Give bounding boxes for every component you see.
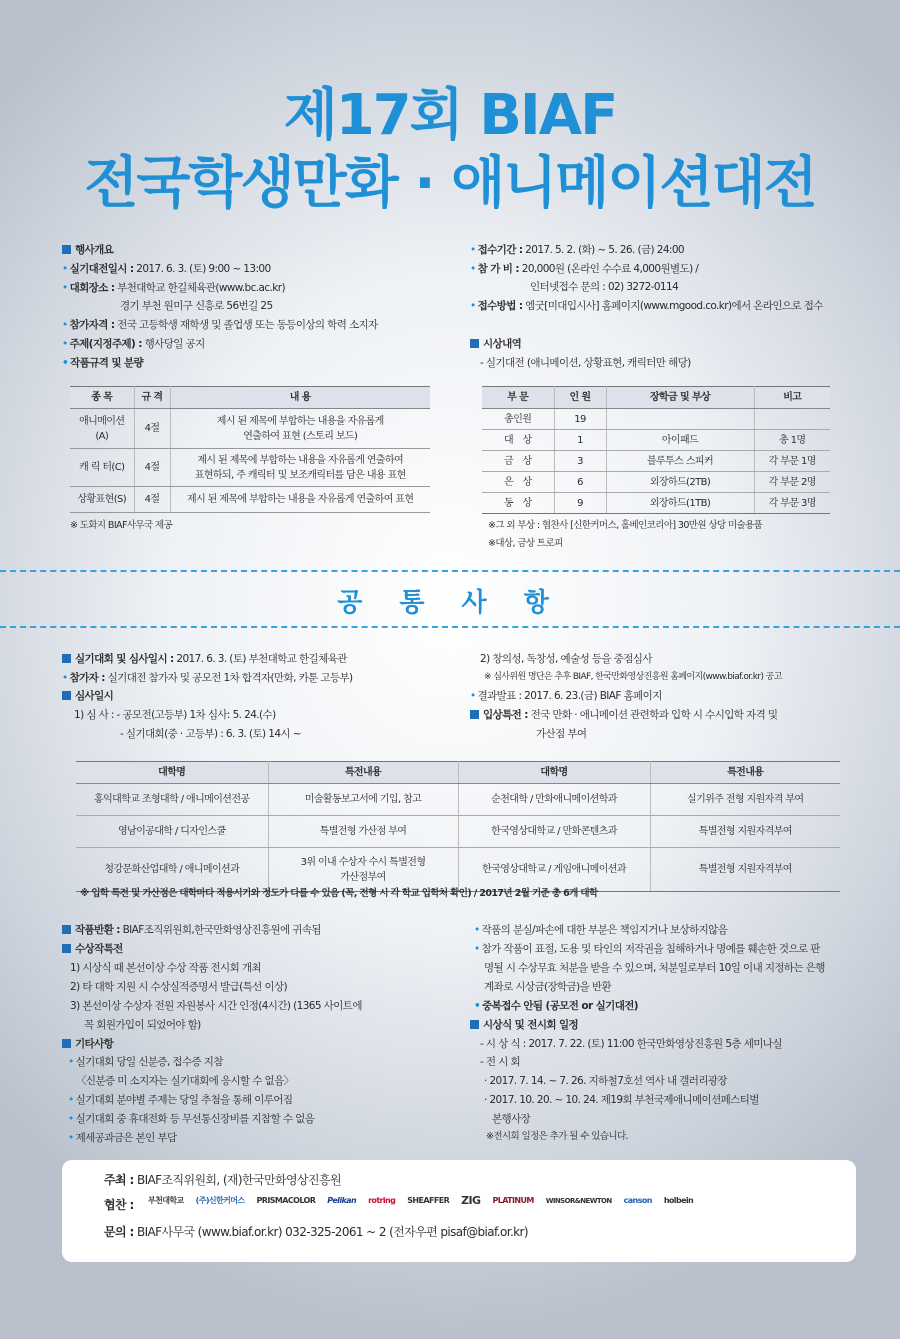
bottom-item: · 2017. 7. 14. ~ 7. 26. 지하철7호선 역사 내 갤러리광장 (484, 1075, 727, 1087)
footer-sponsor-label: 협찬 : (104, 1198, 134, 1212)
spec-cell: 캐 릭 터(C) (70, 449, 134, 487)
bottom-item: • 실기대회 분야별 주제는 당일 추첨을 통해 이루어짐 (68, 1094, 293, 1106)
awards-cell: 대 상 (482, 430, 554, 451)
square-bullet-icon (62, 1039, 71, 1048)
square-bullet-icon (470, 710, 479, 719)
awards-header: 비고 (754, 387, 830, 409)
sponsor-logo: Pelikan (327, 1196, 357, 1205)
bottom-item: - 전 시 회 (480, 1056, 521, 1068)
overview-item: • 주제(지정주제) : 행사당일 공지 (62, 338, 205, 350)
univ-cell: 영남이공대학 / 디자인스쿨 (76, 816, 268, 848)
awards-header: 부 문 (482, 387, 554, 409)
square-bullet-icon (470, 339, 479, 348)
reception-item: • 접수기간 : 2017. 5. 2. (화) ~ 5. 26. (금) 24:00 (470, 244, 685, 256)
table-row (482, 451, 830, 472)
reception-item: • 접수방법 : 엠굿[미대입시사] 홈페이지(www.mgood.co.kr)에서 온라인으로 접수 (470, 300, 823, 312)
bottom-item: ※전시회 일정은 추가 될 수 있습니다. (486, 1131, 628, 1142)
awards-cell: 동 상 (482, 493, 554, 514)
sponsor-logo: (주)신한커머스 (195, 1196, 245, 1205)
common-item: ※ 심사위원 명단은 추후 BIAF, 한국만화영상진흥원 홈페이지(www.biaf.or.kr) 공고 (484, 672, 782, 682)
bottom-item: · 2017. 10. 20. ~ 10. 24. 제19회 부천국제애니메이션페스티벌 (484, 1094, 759, 1106)
bottom-item: • 제세공과금은 본인 부담 (68, 1132, 177, 1144)
sponsor-logo: rotring (368, 1196, 396, 1205)
common-item: - 실기대회(중 · 고등부) : 6. 3. (토) 14시 ~ (120, 728, 301, 740)
sponsor-logo: SHEAFFER (407, 1196, 450, 1205)
footer-contact: 문의 : BIAF사무국 (www.biaf.or.kr) 032-325-2061 ~ 2 (전자우편 pisaf@biaf.or.kr) (104, 1225, 528, 1239)
table-row (482, 493, 830, 514)
awards-cell: 3 (554, 451, 606, 472)
univ-cell: 특별전형 가산점 부여 (268, 816, 458, 848)
spec-cell: 상황표현(S) (70, 487, 134, 513)
bottom-item: 꼭 회원가입이 되었어야 함) (84, 1019, 201, 1031)
bottom-item: 2) 타 대학 지원 시 수상실적증명서 발급(특선 이상) (70, 981, 288, 993)
square-bullet-icon (62, 691, 71, 700)
overview-heading: 행사개요 (62, 242, 113, 258)
bottom-item: 1) 시상식 때 본선이상 수상 작품 전시회 개최 (70, 962, 261, 974)
title-line1: 제17회 BIAF (283, 83, 617, 148)
common-item: 2) 창의성, 독창성, 예술성 등을 중점심사 (480, 653, 652, 665)
awards-heading: 시상내역 (470, 336, 521, 352)
univ-header: 대학명 (76, 762, 268, 784)
overview-item: • 대회장소 : 부천대학교 한길체육관(www.bc.ac.kr) (62, 282, 285, 294)
spec-cell: 4절 (134, 449, 170, 487)
bottom-item: 〈신분증 미 소지자는 실기대회에 응시할 수 없음〉 (76, 1075, 294, 1087)
sponsor-logo: 부천대학교 (148, 1196, 184, 1205)
common-item: 실기대회 및 심사일시 : 2017. 6. 3. (토) 부천대학교 한길체육관 (62, 651, 347, 667)
bottom-item: 계좌로 시상금(장학금)을 반환 (484, 981, 611, 993)
table-row (76, 784, 840, 816)
square-bullet-icon (62, 944, 71, 953)
sponsor-logo: canson (623, 1196, 652, 1205)
awards-cell: 9 (554, 493, 606, 514)
reception-item: • 참 가 비 : 20,000원 (온라인 수수료 4,000원별도) / (470, 263, 699, 275)
awards-cell: 6 (554, 472, 606, 493)
common-item: 가산점 부여 (536, 728, 587, 740)
table-row (482, 430, 830, 451)
bottom-item: 명될 시 수상무효 처분을 받을 수 있으며, 처분일로부터 10일 이내 지정하는 은행 (484, 962, 825, 974)
overview-item: • 작품규격 및 분량 (62, 357, 144, 369)
overview-item: • 실기대전일시 : 2017. 6. 3. (토) 9:00 ~ 13:00 (62, 263, 271, 275)
bottom-item: 시상식 및 전시회 일정 (470, 1017, 578, 1033)
spec-header: 종 목 (70, 387, 134, 409)
sponsor-logos (148, 1194, 693, 1207)
table-row (482, 409, 830, 430)
bottom-item: 작품반환 : BIAF조직위원회,한국만화영상진흥원에 귀속됨 (62, 922, 321, 938)
bottom-item: 본행사장 (492, 1113, 531, 1125)
spec-cell: 애니메이션 (A) (70, 409, 134, 449)
awards-header: 인 원 (554, 387, 606, 409)
common-item: 심사일시 (62, 688, 113, 704)
univ-cell: 3위 이내 수상자 수시 특별전형 가산점부여 (268, 848, 458, 892)
awards-cell: 1 (554, 430, 606, 451)
univ-cell: 특별전형 지원자격부여 (650, 816, 840, 848)
univ-cell: 순천대학 / 만화애니메이션학과 (458, 784, 650, 816)
sponsor-logo: PRISMACOLOR (256, 1196, 316, 1205)
awards-cell: 총인원 (482, 409, 554, 430)
common-item: 1) 심 사 : - 공모전(고등부) 1차 심사: 5. 24.(수) (74, 709, 276, 721)
spec-cell: 4절 (134, 409, 170, 449)
univ-note: ※ 입학 특전 및 가산점은 대학마다 적용시기와 정도가 다를 수 있음 (꼭, 전형 시 각 학교 입학처 확인) / 2017년 2월 기준 총 6개 대학 (80, 888, 598, 899)
overview-item: • 참가자격 : 전국 고등학생 재학생 및 졸업생 또는 동등이상의 학력 소지자 (62, 319, 378, 331)
univ-cell: 미술활동보고서에 기입, 참고 (268, 784, 458, 816)
awards-cell: 외장하드(1TB) (606, 493, 754, 514)
awards-cell: 아이패드 (606, 430, 754, 451)
spec-cell: 4절 (134, 487, 170, 513)
square-bullet-icon (62, 245, 71, 254)
awards-header: 장학금 및 부상 (606, 387, 754, 409)
divider (0, 570, 900, 572)
bottom-item: - 시 상 식 : 2017. 7. 22. (토) 11:00 한국만화영상진흥원 5층 세미나실 (480, 1038, 782, 1050)
awards-cell (606, 409, 754, 430)
bottom-item: • 중복접수 안됨 (공모전 or 실기대전) (474, 1000, 638, 1012)
sponsor-logo: PLATINUM (492, 1196, 534, 1205)
bottom-item: • 실기대회 당일 신분증, 접수증 지참 (68, 1056, 223, 1068)
spec-cell: 제시 된 제목에 부합하는 내용을 자유롭게 연출하여 표현 (170, 487, 430, 513)
table-row (482, 472, 830, 493)
awards-cell: 각 부문 1명 (754, 451, 830, 472)
awards-cell (754, 409, 830, 430)
spec-header: 내 용 (170, 387, 430, 409)
common-title: 공 통 사 항 (337, 588, 563, 618)
title-line2: 전국학생만화 · 애니메이션대전 (84, 151, 816, 216)
awards-cell: 19 (554, 409, 606, 430)
univ-cell: 특별전형 지원자격부여 (650, 848, 840, 892)
awards-cell: 각 부문 2명 (754, 472, 830, 493)
sponsor-logo: WINSOR&NEWTON (545, 1196, 612, 1205)
awards-table (482, 386, 830, 514)
footer-host: 주최 : BIAF조직위원회, (재)한국만화영상진흥원 (104, 1173, 341, 1187)
univ-cell: 한국영상대학교 / 만화콘텐츠과 (458, 816, 650, 848)
univ-cell: 홍익대학교 조형대학 / 애니메이션전공 (76, 784, 268, 816)
awards-note: ※대상, 금상 트로피 (488, 538, 563, 549)
sponsor-logo: ZIG (461, 1194, 481, 1207)
spec-table (70, 386, 430, 513)
common-item: • 참가자 : 실기대전 참가자 및 공모전 1차 합격자(만화, 카툰 고등부) (62, 672, 353, 684)
spec-note: ※ 도화지 BIAF사무국 제공 (70, 520, 173, 531)
awards-cell: 금 상 (482, 451, 554, 472)
univ-header: 대학명 (458, 762, 650, 784)
spec-cell: 제시 된 제목에 부합하는 내용을 자유롭게 연출하여 표현 (스토리 보드) (170, 409, 430, 449)
spec-cell: 제시 된 제목에 부합하는 내용을 자유롭게 연출하여 표현하되, 주 캐릭터 및 보조캐릭터를 담은 내용 표현 (170, 449, 430, 487)
university-table (76, 761, 840, 892)
univ-header: 특전내용 (268, 762, 458, 784)
divider (0, 626, 900, 628)
univ-cell: 실기위주 전형 지원자격 부여 (650, 784, 840, 816)
reception-item: 인터넷접수 문의 : 02) 3272-0114 (530, 281, 679, 293)
univ-cell: 한국영상대학교 / 게임애니메이션과 (458, 848, 650, 892)
table-row (76, 848, 840, 892)
sponsor-logo: holbein (663, 1196, 694, 1205)
bottom-item: • 작품의 분실/파손에 대한 부분은 책임지거나 보상하지않음 (474, 924, 728, 936)
overview-item: 경기 부천 원미구 신흥로 56번길 25 (120, 300, 273, 312)
square-bullet-icon (62, 654, 71, 663)
bottom-item: • 실기대회 중 휴대전화 등 무선통신장비를 지참할 수 없음 (68, 1113, 315, 1125)
common-item: 입상특전 : 전국 만화 · 애니메이션 관련학과 입학 시 수시입학 자격 및 (470, 707, 777, 723)
awards-cell: 총 1명 (754, 430, 830, 451)
common-item: • 결과발표 : 2017. 6. 23.(금) BIAF 홈페이지 (470, 690, 662, 702)
awards-cell: 외장하드(2TB) (606, 472, 754, 493)
bottom-item: 수상작특전 (62, 941, 123, 957)
awards-cell: 은 상 (482, 472, 554, 493)
square-bullet-icon (470, 1020, 479, 1029)
spec-header: 규 격 (134, 387, 170, 409)
awards-cell: 블루투스 스피커 (606, 451, 754, 472)
bottom-item: 3) 본선이상 수상자 전원 자원봉사 시간 인정(4시간) (1365 사이트에 (70, 1000, 362, 1012)
square-bullet-icon (62, 925, 71, 934)
univ-cell: 청강문화산업대학 / 애니메이션과 (76, 848, 268, 892)
awards-note: ※그 외 부상 : 협찬사 [신한커머스, 홀베인코리아] 30만원 상당 미술용품 (488, 520, 763, 531)
univ-header: 특전내용 (650, 762, 840, 784)
table-row (76, 816, 840, 848)
bottom-item: 기타사항 (62, 1036, 113, 1052)
awards-cell: 각 부문 3명 (754, 493, 830, 514)
awards-sub: - 실기대전 (애니메이션, 상황표현, 캐릭터만 해당) (480, 357, 691, 369)
bottom-item: • 참가 작품이 표절, 도용 및 타인의 저작권을 침해하거나 명예를 훼손한 것으로 판 (474, 943, 820, 955)
